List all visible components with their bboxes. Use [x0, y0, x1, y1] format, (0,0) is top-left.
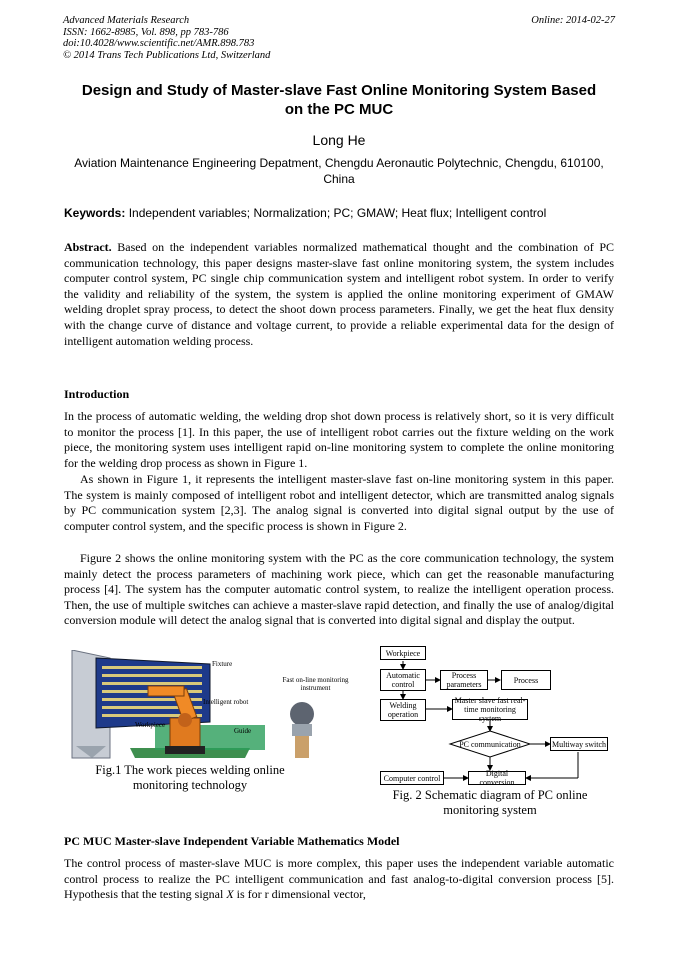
- label-workpiece: Workpiece: [135, 721, 166, 729]
- copyright: © 2014 Trans Tech Publications Ltd, Switzerland: [63, 49, 271, 61]
- fig1-caption-line-2: monitoring technology: [132, 778, 248, 792]
- section-2-paragraph: [64, 856, 614, 903]
- journal-header: [63, 15, 363, 61]
- node-pc-communication: PC communication: [459, 740, 521, 749]
- figure-2: [378, 643, 618, 788]
- fig1-caption-line-1: Fig.1 The work pieces welding online: [95, 763, 285, 777]
- figure-2-caption: [370, 788, 610, 818]
- title-line-1: Design and Study of Master-slave Fast Online Monitoring System Based: [81, 82, 597, 99]
- keywords-label: Keywords:: [64, 206, 126, 220]
- abstract: [64, 240, 614, 349]
- label-instrument: Fast on-line monitoring instrument: [282, 676, 349, 692]
- label-fixture: Fixture: [212, 660, 233, 668]
- node-welding-operation: Welding operation: [380, 699, 426, 721]
- node-automatic-control: Automatic control: [380, 669, 426, 691]
- abstract-label: Abstract.: [64, 240, 112, 254]
- intro-paragraph-1: In the process of automatic welding, the welding drop shot down process is relatively short, so it is very difficult to monitor the process [1]. In this paper, the use of intelligent robot carries out the fixture welding on the work piece, the monitoring system uses intelligent rapid on-line monitoring system to complete the online monitoring for the welding drop process as shown in Figure 1.: [64, 409, 614, 470]
- journal-name: Advanced Materials Research: [63, 15, 190, 26]
- author: Long He: [312, 132, 366, 148]
- monitoring-instrument: [290, 702, 314, 758]
- label-robot: Intelligent robot: [203, 698, 249, 706]
- section-2-text: The control process of master-slave MUC is more complex, this paper uses the independent variable automatic control process to realize the PC intelligent communication and fast analog-to-digital conversion process [5]. Hypothesis that the testing signal: [64, 856, 614, 902]
- label-guide: Guide: [234, 727, 252, 735]
- issn: ISSN: 1662-8985, Vol. 898, pp 783-786: [63, 26, 229, 38]
- affiliation-line-1: Aviation Maintenance Engineering Depatment, Chengdu Aeronautic Polytechnic, Chengdu, 610100,: [74, 156, 604, 170]
- keywords: [64, 206, 624, 220]
- node-master-slave: Master slave fast real-time monitoring system: [452, 699, 528, 720]
- intro-paragraph-2: As shown in Figure 1, it represents the intelligent master-slave fast on-line monitoring system in this paper. The system is mainly composed of intelligent robot and intelligent detector, which are transmitted analog signals by PC communication system [2,3]. The analog signal is converted into digital signal output by the use of computer control system, and the specific process is shown in Figure 2.: [64, 472, 614, 533]
- node-workpiece: Workpiece: [380, 646, 426, 660]
- fig2-caption-line-2: monitoring system: [443, 803, 537, 817]
- section-2-variable: X: [226, 887, 234, 902]
- intro-heading: Introduction: [64, 387, 130, 401]
- paper-title: [40, 81, 638, 119]
- affiliation-line-2: China: [323, 172, 355, 186]
- node-digital-conversion: Digital conversion: [468, 771, 526, 785]
- keywords-text: Independent variables; Normalization; PC; GMAW; Heat flux; Intelligent control: [128, 206, 547, 220]
- doi: doi:10.4028/www.scientific.net/AMR.898.783: [63, 38, 255, 50]
- abstract-text: Based on the independent variables normalized mathematical thought and the combination of PC communication technology, this paper designs master-slave fast online monitoring system, the system includes computer control system, PC single chip communication system and intelligent robot system. In order to verify the validity and reliability of the system, the system is applied the online monitoring experiment of GMAW welding droplet spray process, to detect the shoot down process parameters. Finally, we get the heat flux density with the change curve of distance and voltage current, to provide a reliable experimental data for the design of intelligent automation welding process.: [64, 240, 615, 348]
- title-line-2: on the PC MUC: [284, 101, 394, 118]
- figure-1-caption: [70, 763, 310, 793]
- intro-paragraph-3: Figure 2 shows the online monitoring system with the PC as the core communication technology, the system mainly detect the process parameters of machining work piece, which can get the reasonable manufacturing process [4]. The system has the computer automatic control system, to realize the intelligent operation process. Then, the use of multiple switches can achieve a master-slave rapid detection, and finally the use of analog/digital conversion module will detect the analog signal that is converted into digital signal and display the output.: [64, 551, 614, 628]
- figure-1: [70, 650, 358, 760]
- node-computer-control: Computer control: [380, 771, 444, 785]
- node-multiway-switch: Multiway switch: [550, 737, 608, 751]
- section-2-text-cont: is for r dimensional vector,: [236, 887, 366, 902]
- affiliation: [40, 155, 638, 187]
- node-process: Process: [501, 670, 551, 690]
- fig2-caption-line-1: Fig. 2 Schematic diagram of PC online: [392, 788, 588, 802]
- section-2-heading: PC MUC Master-slave Independent Variable Mathematics Model: [64, 834, 400, 848]
- online-date: Online: 2014-02-27: [531, 15, 615, 26]
- node-process-parameters: Process parameters: [440, 670, 488, 690]
